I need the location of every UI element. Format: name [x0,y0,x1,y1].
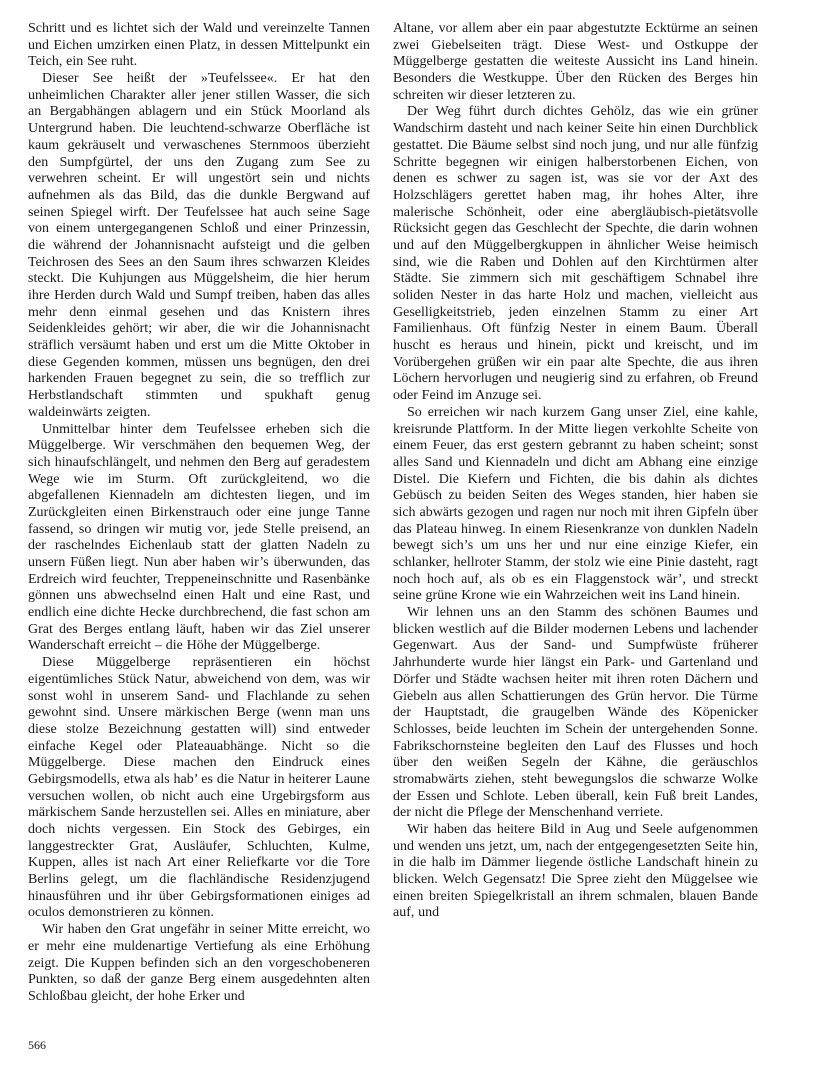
paragraph: Dieser See heißt der »Teufelssee«. Er hat den unheimlichen Charakter aller jener stillen Wasser, die sich an Bergabhängen ablagern und ein Stück Moorland als Untergrund haben. Die leuchtend-schwarze Oberfläche ist kaum gekräuselt und verwaschenes Sternmoos überzieht den Sumpfgürtel, der uns den Zugang zum See zu verwehren scheint. Er will ungestört sein und nichts aufnehmen als das Bild, das die dunkle Bergwand auf seinen Spiegel wirft. Der Teufelssee hat auch seine Sage von einem untergegangenen Schloß und einer Prinzessin, die während der Johannisnacht aufsteigt und die gelben Teichrosen des Sees an den Saum ihres schwarzen Kleides steckt. Die Kuhjungen aus Müggelsheim, die hier herum ihre Herden durch Wald und Sumpf treiben, haben das alles mehr denn einmal gesehen und das Knistern ihres Seidenkleides gehört; wir aber, die wir die Johannisnacht sträflich versäumt haben und erst um die Mitte Oktober in diese Gegenden kommen, müssen uns begnügen, den drei harkenden Frauen begegnet zu sein, die so trefflich zur Herbstlandschaft stimmten und spukhaft genug waldeinwärts zeigten. [28,71,370,420]
paragraph: Unmittelbar hinter dem Teufelssee erheben sich die Müggelberge. Wir verschmähen den bequemen Weg, der sich hinaufschlängelt, und nehmen den Berg auf geradestem Wege wie im Sturm. Oft zurückgleitend, wo die abgefallenen Kiennadeln am dichtesten liegen, und im Zurückgleiten einen Birkenstrauch oder eine junge Tanne fassend, so dringen wir mutig vor, jede Stelle preisend, an der raschelndes Eichenlaub statt der glatten Nadeln zu unsern Füßen liegt. Nun aber haben wir’s überwunden, das Erdreich wird feuchter, Treppeneinschnitte und Rasenbänke gönnen uns abwechselnd einen Halt und eine Rast, und endlich eine dichte Hecke durchbrechend, die fast schon am Grat des Berges entlang läuft, haben wir das Ziel unserer Wanderschaft erreicht – die Höhe der Müggelberge. [28,421,370,654]
paragraph: Der Weg führt durch dichtes Gehölz, das wie ein grüner Wandschirm dasteht und nach keiner Seite hin einen Durchblick gestattet. Die Bäume selbst sind noch jung, und nur alle fünfzig Schritte begegnen wir einigen halberstorbenen Eichen, von denen es schwer zu sagen ist, was sie vor der Axt des Holzschlägers gerettet haben mag, ihr hohes Alter, ihre malerische Schönheit, oder eine abergläubisch-pietätsvolle Rücksicht gegen das Geschlecht der Spechte, die darin wohnen und auf den Müggelbergkuppen in ähnlicher Weise heimisch sind, wie die Raben und Dohlen auf den Kirchtürmen alter Städte. Sie zimmern sich mit geschäftigem Schnabel ihre soliden Nester in das harte Holz und machen, vielleicht aus Geselligkeitstrieb, jeden einzelnen Stamm zu einer Art Familienhaus. Oft fünfzig Nester in einem Baum. Überall huscht es heraus und hinein, pickt und kreischt, und im Vorübergehen grüßen wir ein paar alte Spechte, die aus ihren Löchern hervorlugen und neugierig sind zu erfahren, ob Freund oder Feind im Anzuge sei. [393,104,758,404]
text-columns [28,21,758,1006]
text-column-left [28,21,370,1006]
paragraph: Wir lehnen uns an den Stamm des schönen Baumes und blicken westlich auf die Bilder modernen Lebens und lachender Gegenwart. Aus der Sand- und Sumpfwüste früherer Jahrhunderte wurde hier längst ein Park- und Gartenland und Dörfer und Städte wachsen heiter mit ihren roten Dächern und Giebeln aus allen Schattierungen des Grün hervor. Die Türme der Hauptstadt, die graugelben Wände des Köpenicker Schlosses, beide leuchten im Schein der untergehenden Sonne. Fabrikschornsteine begleiten den Lauf des Flusses und hoch über den weißen Segeln der Kähne, die geräuschlos stromabwärts ziehen, steht bewegungslos die schwarze Wolke der Essen und Schlote. Leben überall, kein Fuß breit Landes, der nicht die Pflege der Menschenhand verriete. [393,605,758,821]
page-number: 566 [28,1038,46,1052]
paragraph: Schritt und es lichtet sich der Wald und vereinzelte Tannen und Eichen umzirken einen Platz, in dessen Mittelpunkt ein Teich, ein See ruht. [28,21,370,70]
paragraph: Wir haben das heitere Bild in Aug und Seele aufgenommen und wenden uns jetzt, um, nach der entgegengesetzten Seite hin, in die halb im Dämmer liegende östliche Landschaft hinein zu blicken. Welch Gegensatz! Die Spree zieht den Müggelsee wie einen breiten Spiegelkristall an ihrem schmalen, blauen Bande auf, und [393,822,758,921]
paragraph: Diese Müggelberge repräsentieren ein höchst eigentümliches Stück Natur, abweichend von dem, was wir sonst wohl in unserem Sand- und Flachlande zu sehen gewohnt sind. Unsere märkischen Berge (wenn man uns diese stolze Bezeichnung gestatten will) sind entweder einfache Kegel oder Plateauabhänge. Nicht so die Müggelberge. Diese machen den Eindruck eines Gebirgsmodells, etwa als hab’ es die Natur in heiterer Laune versuchen wollen, ob nicht auch eine Urgebirgsform aus märkischem Sande herzustellen sei. Alles en miniature, aber doch nichts vergessen. Ein Stock des Gebirges, ein langgestreckter Grat, Ausläufer, Schluchten, Kulme, Kuppen, alles ist nach Art einer Reliefkarte vor die Tore Berlins gelegt, um die flachländische Residenzjugend hinausführen und ihr über Gebirgsformationen einiges ad oculos demonstrieren zu können. [28,655,370,921]
paragraph: Altane, vor allem aber ein paar abgestutzte Ecktürme an seinen zwei Giebelseiten trägt. Diese West- und Ostkuppe der Müggelberge gestatten die weiteste Aussicht ins Land hinein. Besonders die Westkuppe. Über den Rücken des Berges hin schreiten wir dieser letzteren zu. [393,21,758,103]
paragraph: Wir haben den Grat ungefähr in seiner Mitte erreicht, wo er mehr eine muldenartige Vertiefung als eine Erhöhung zeigt. Die Kuppen befinden sich an den vorgeschobeneren Punkten, so daß der ganze Berg einem ausgedehnten alten Schloßbau gleicht, der hohe Erker und [28,922,370,1004]
text-column-right [393,21,758,1006]
paragraph: So erreichen wir nach kurzem Gang unser Ziel, eine kahle, kreisrunde Plattform. In der Mitte liegen verkohlte Scheite von einem Feuer, das erst gestern gebrannt zu haben scheint; sonst alles Sand und Kiennadeln und dicht am Abhang eine einzige Distel. Die Kiefern und Fichten, die bis dahin als dichtes Gebüsch zu beiden Seiten des Weges standen, hier haben sie sich abwärts gezogen und ragen nur noch mit ihren Gipfeln über das Plateau hinweg. In einem Riesenkranze von dunklen Nadeln bewegt sich’s um uns her und nur eine einzige Kiefer, ein schlanker, hellroter Stamm, der stolz wie eine Pinie dasteht, ragt noch hoch auf, als ob es ein Flaggenstock wär’, und streckt seine grüne Krone wie ein Wahrzeichen weit ins Land hinein. [393,404,758,604]
